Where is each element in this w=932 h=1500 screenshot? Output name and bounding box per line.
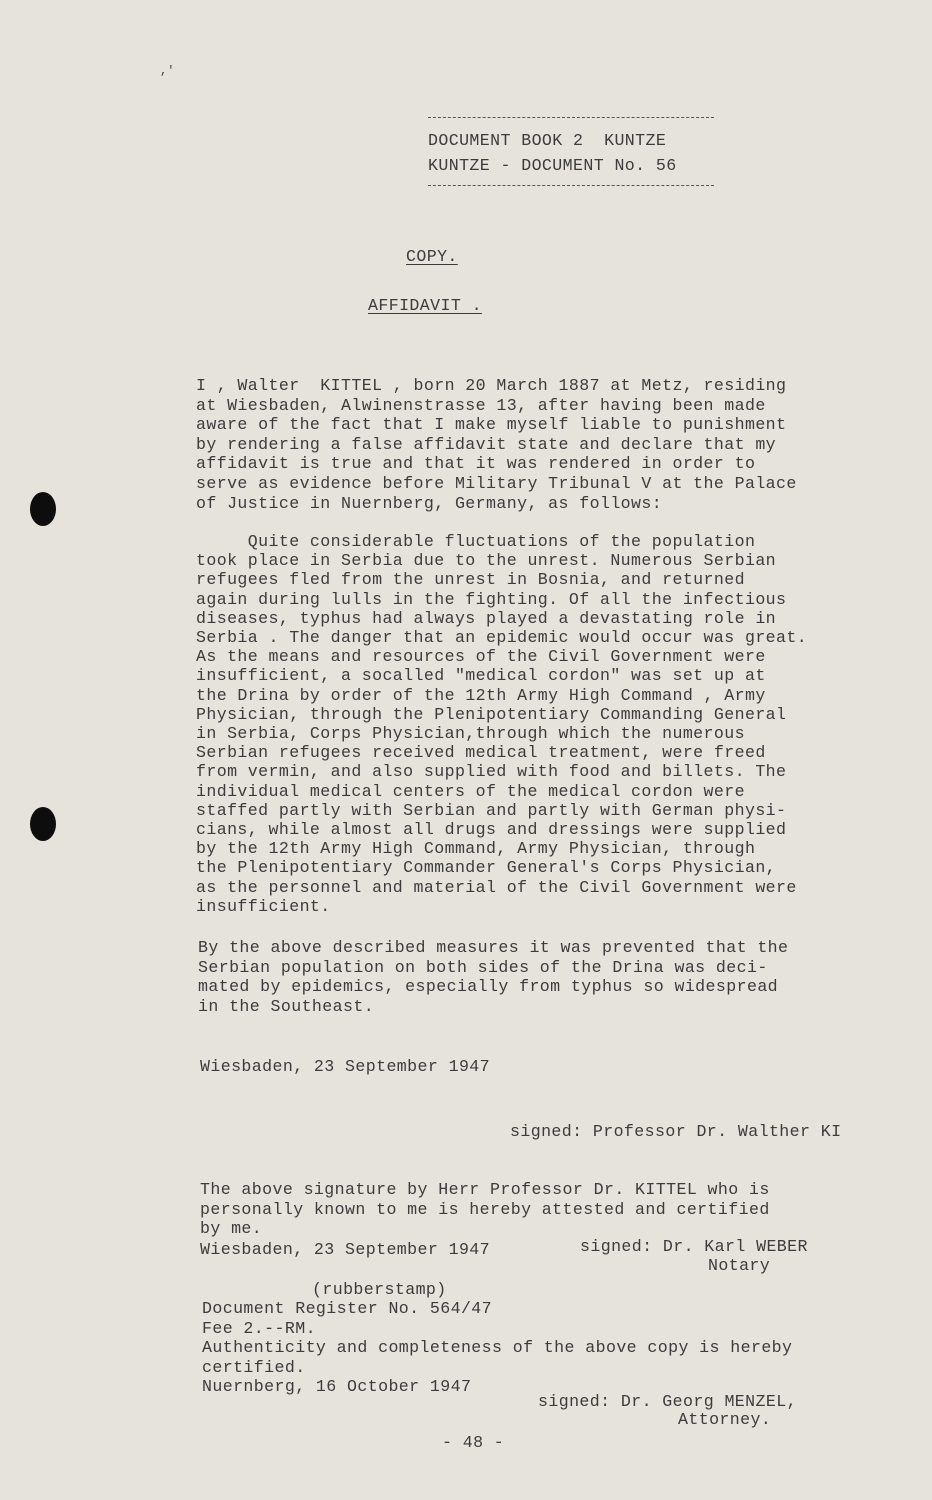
- authentication-place-date: Nuernberg, 16 October 1947: [202, 1377, 472, 1396]
- header-rule-bottom: [428, 185, 714, 186]
- intro-line: aware of the fact that I make myself liable to punishment: [196, 415, 787, 435]
- intro-line: of Justice in Nuernberg, Germany, as follows:: [196, 493, 663, 513]
- conclusion-line: By the above described measures it was prevented that the: [198, 938, 789, 957]
- body-line: insufficient.: [196, 896, 331, 916]
- body-line: in Serbia, Corps Physician,through which the numerous: [196, 724, 745, 743]
- notary-title: Notary: [708, 1256, 771, 1275]
- conclusion-line: Serbian population on both sides of the Drina was deci-: [198, 957, 768, 977]
- fee: Fee 2.--RM.: [202, 1319, 316, 1338]
- attorney-title: Attorney.: [678, 1410, 772, 1429]
- intro-line: serve as evidence before Military Tribunal V at the Palace: [196, 474, 797, 493]
- intro-line: by rendering a false affidavit state and declare that my: [196, 434, 777, 454]
- body-line: as the personnel and material of the Civil Government were: [196, 877, 797, 897]
- affiant-signature: signed: Professor Dr. Walther KI: [510, 1122, 842, 1141]
- body-line: again during lulls in the fighting. Of all the infectious: [196, 589, 787, 609]
- notary-place-date: Wiesbaden, 23 September 1947: [200, 1240, 491, 1259]
- body-line: Quite considerable fluctuations of the population: [196, 532, 756, 551]
- body-line: Serbian refugees received medical treatment, were freed: [196, 743, 766, 763]
- rubberstamp-note: (rubberstamp): [312, 1280, 447, 1299]
- body-line: As the means and resources of the Civil Government were: [196, 647, 766, 667]
- stray-mark: ,': [160, 64, 175, 78]
- body-line: refugees fled from the unrest in Bosnia, and returned: [196, 570, 745, 590]
- body-line: individual medical centers of the medical cordon were: [196, 781, 745, 801]
- page-number: - 48 -: [442, 1433, 505, 1452]
- intro-line: at Wiesbaden, Alwinenstrasse 13, after having been made: [196, 395, 766, 415]
- attestation-line: personally known to me is hereby attested and certified: [200, 1199, 770, 1219]
- header-rule-top: [428, 117, 714, 118]
- body-line: from vermin, and also supplied with food and billets. The: [196, 762, 787, 782]
- document-register: Document Register No. 564/47: [202, 1299, 493, 1318]
- conclusion-line: in the Southeast.: [198, 996, 375, 1016]
- body-line: staffed partly with Serbian and partly with German physi-: [196, 800, 787, 820]
- body-line: cians, while almost all drugs and dressings were supplied: [196, 820, 787, 839]
- body-line: diseases, typhus had always played a devastating role in: [196, 608, 777, 628]
- notary-signature: signed: Dr. Karl WEBER: [580, 1237, 808, 1256]
- attestation-line: The above signature by Herr Professor Dr. KITTEL who is: [200, 1180, 770, 1199]
- authentication-line: Authenticity and completeness of the above copy is hereby: [202, 1338, 793, 1357]
- attestation-line: by me.: [200, 1219, 263, 1238]
- punch-hole-bottom: [30, 807, 56, 841]
- body-line: insufficient, a socalled "medical cordon" was set up at: [196, 666, 766, 686]
- body-line: Serbia . The danger that an epidemic would occur was great.: [196, 628, 808, 647]
- copy-label: COPY.: [406, 247, 458, 266]
- header-line-1: DOCUMENT BOOK 2 KUNTZE: [428, 131, 667, 150]
- place-date: Wiesbaden, 23 September 1947: [200, 1057, 491, 1076]
- authentication-line: certified.: [202, 1357, 306, 1377]
- conclusion-line: mated by epidemics, especially from typhus so widespread: [198, 977, 779, 997]
- punch-hole-top: [30, 492, 56, 526]
- body-line: the Plenipotentiary Commander General's Corps Physician,: [196, 858, 777, 878]
- document-title: AFFIDAVIT .: [368, 296, 482, 315]
- body-line: took place in Serbia due to the unrest. Numerous Serbian: [196, 551, 777, 571]
- body-line: Physician, through the Plenipotentiary Commanding General: [196, 704, 787, 724]
- body-line: by the 12th Army High Command, Army Physician, through: [196, 839, 756, 859]
- intro-line: affidavit is true and that it was rendered in order to: [196, 454, 756, 474]
- intro-line: I , Walter KITTEL , born 20 March 1887 at Metz, residing: [196, 376, 787, 395]
- attorney-signature: signed: Dr. Georg MENZEL,: [538, 1392, 797, 1411]
- header-line-2: KUNTZE - DOCUMENT No. 56: [428, 156, 677, 175]
- body-line: the Drina by order of the 12th Army High Command , Army: [196, 685, 766, 705]
